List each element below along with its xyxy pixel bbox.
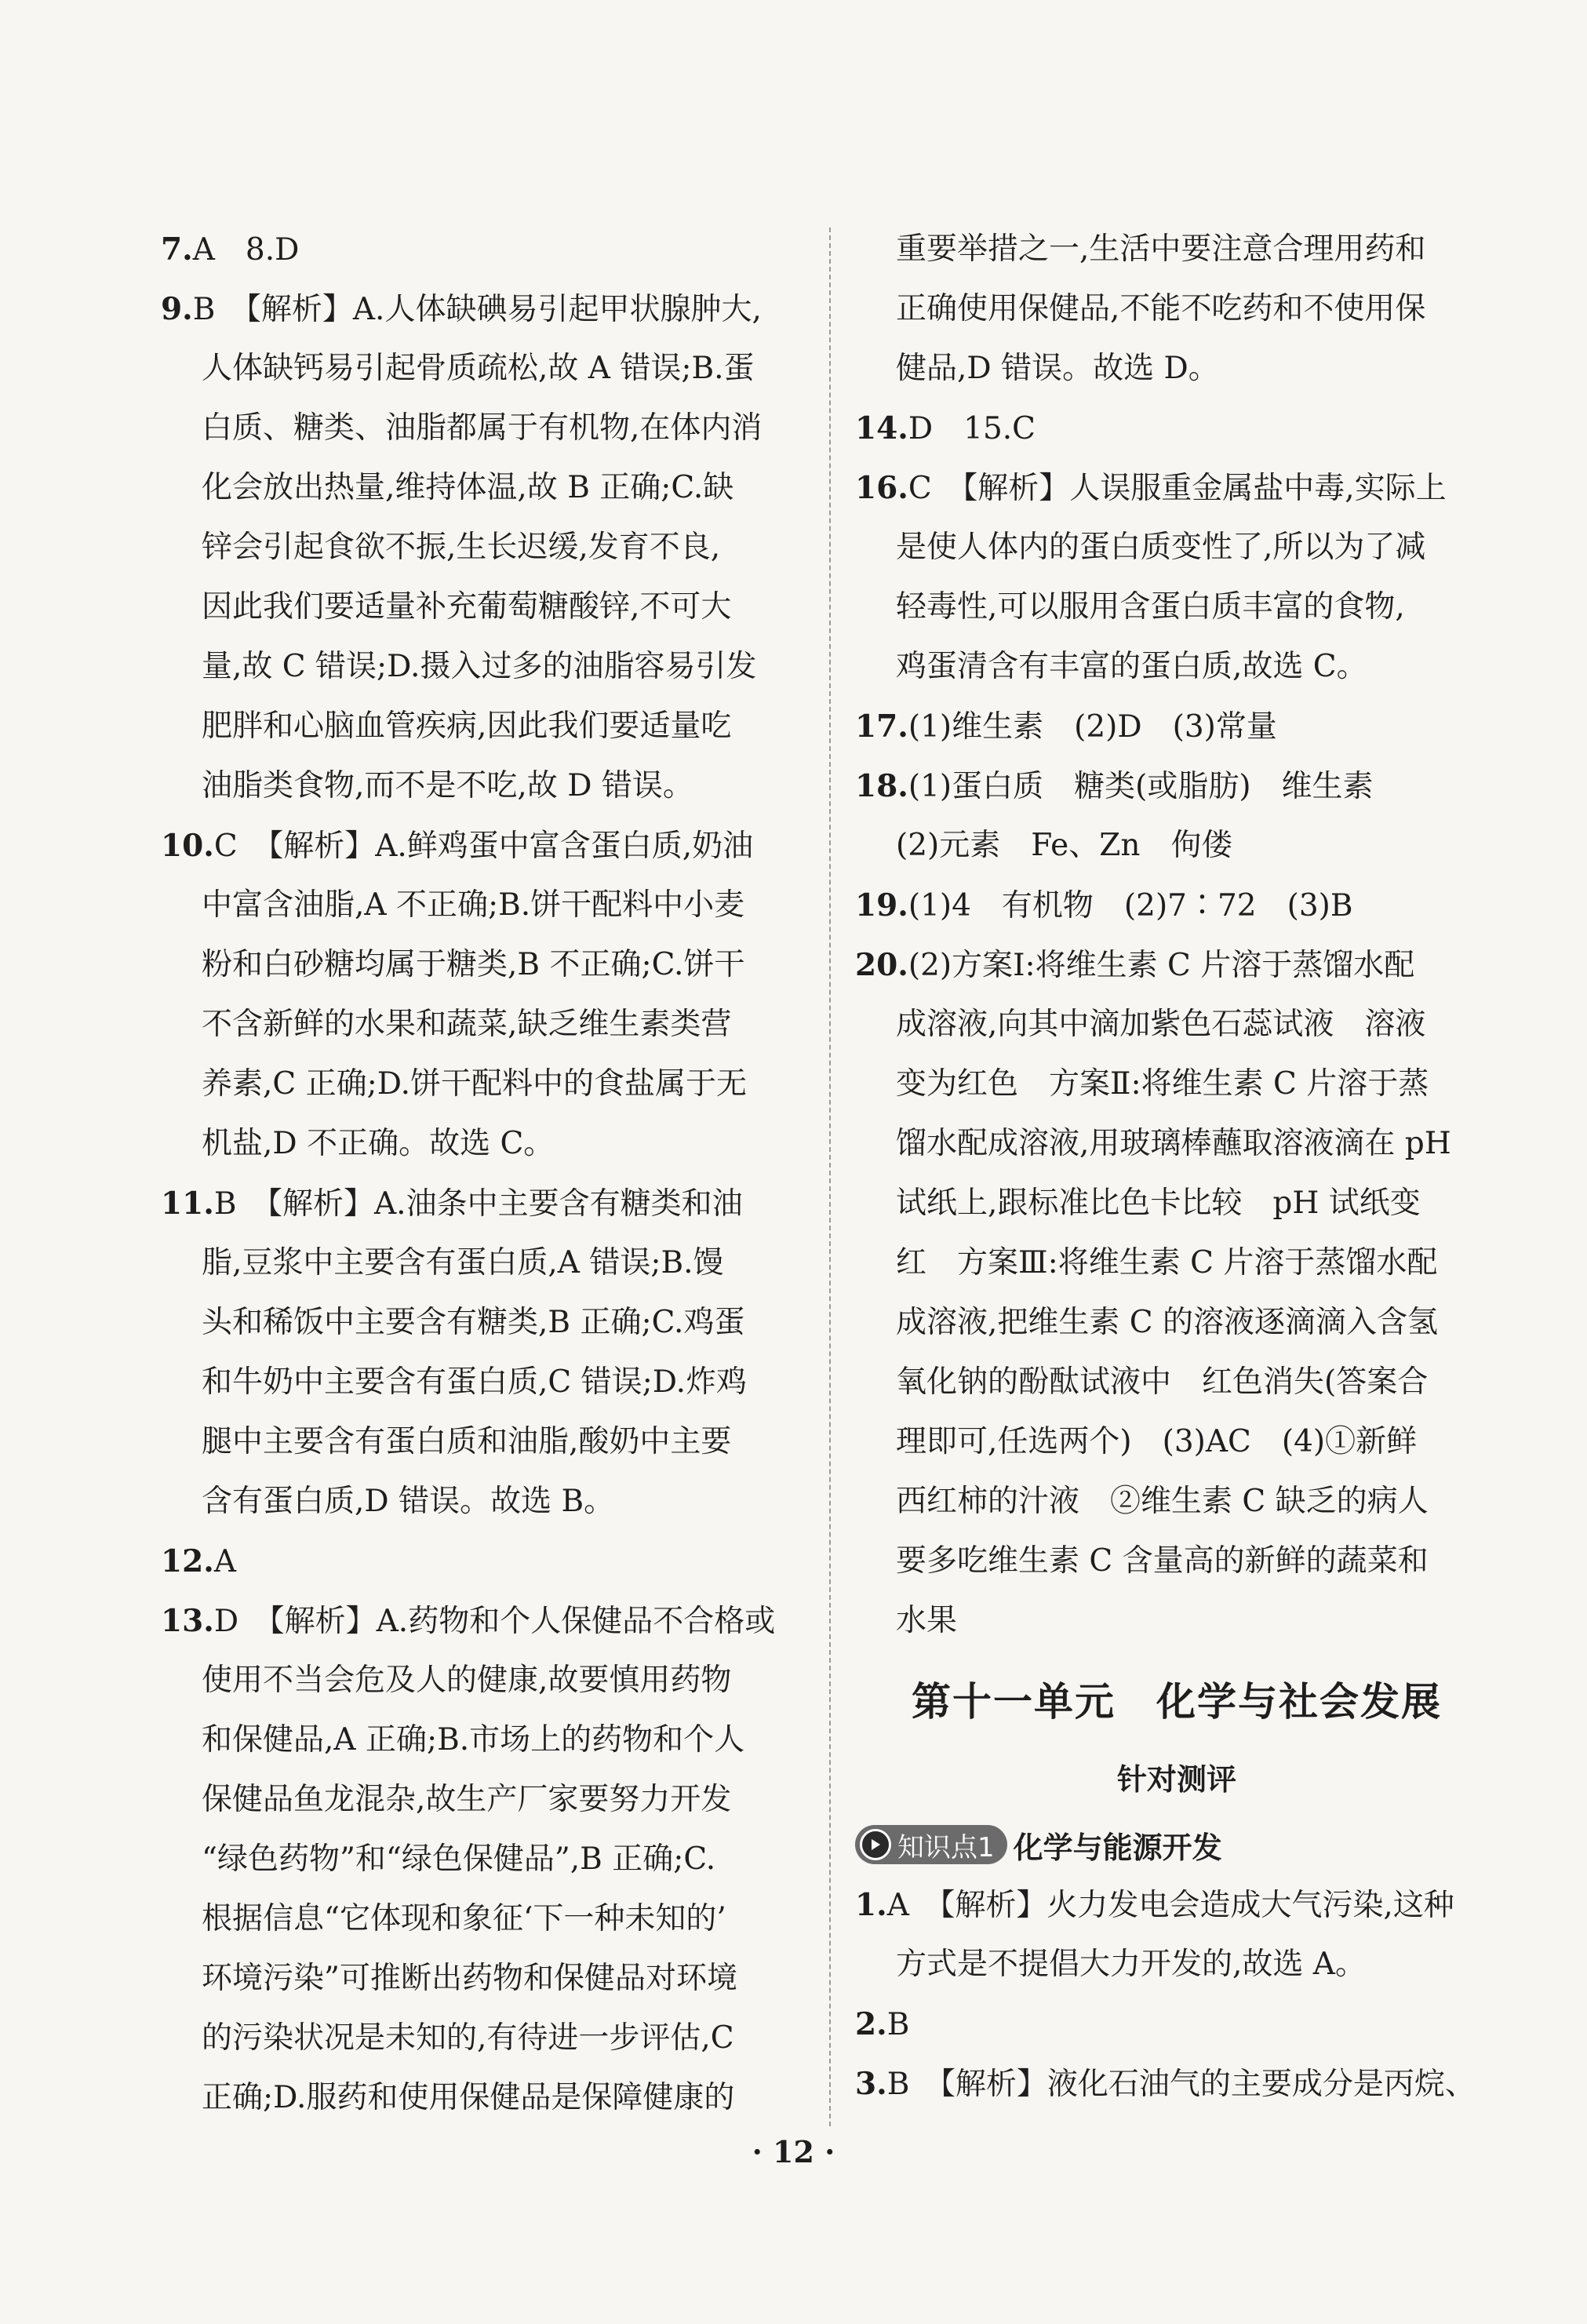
answer-line — [161, 2009, 808, 2068]
knowledge-point-label: 知识点1 — [897, 1831, 995, 1863]
answer-text: (1)维生素 (2)D (3)常量 — [908, 709, 1277, 745]
answer-text: 氧化钠的酚酞试液中 红色消失(答案合 — [896, 1364, 1429, 1400]
answer-text: 含有蛋白质,D 错误。故选 B。 — [202, 1484, 615, 1519]
answer-line — [855, 220, 1498, 279]
question-number: 12. — [161, 1543, 214, 1579]
answer-line — [161, 756, 808, 816]
answer-text: 粉和白砂糖均属于糖类,B 不正确;C.饼干 — [202, 947, 745, 982]
answer-text: 环境污染”可推断出药物和保健品对环境 — [202, 1961, 737, 1996]
answer-text: 头和稀饭中主要含有糖类,B 正确;C.鸡蛋 — [202, 1305, 745, 1340]
answer-text: 鸡蛋清含有丰富的蛋白质,故选 C。 — [896, 649, 1367, 684]
right-column-answers — [855, 220, 1498, 1651]
answer-text: 根据信息“它体现和象征‘下一种未知的’ — [202, 1901, 726, 1936]
answer-line — [161, 697, 808, 756]
answer-text: 西红柿的汁液 ②维生素 C 缺乏的病人 — [896, 1484, 1429, 1519]
answer-text: 中富含油脂,A 不正确;B.饼干配料中小麦 — [202, 887, 745, 923]
answer-text: B 【解析】A.人体缺碘易引起甲状腺肿大, — [192, 292, 762, 327]
answer-line — [855, 1174, 1498, 1233]
answer-line — [161, 1353, 808, 1412]
question-number: 19. — [855, 887, 908, 923]
answer-text: A — [213, 1544, 237, 1579]
answer-text: “绿色药物”和“绿色保健品”,B 正确;C. — [202, 1841, 716, 1877]
answer-line — [855, 577, 1498, 637]
answer-text: (1)4 有机物 (2)7∶72 (3)B — [908, 888, 1353, 923]
answer-text: C 【解析】A.鲜鸡蛋中富含蛋白质,奶油 — [213, 829, 754, 864]
answer-text: 因此我们要适量补充葡萄糖酸锌,不可大 — [202, 589, 732, 625]
answer-text: (1)蛋白质 糖类(或脂肪) 维生素 — [908, 769, 1374, 804]
play-icon — [860, 1829, 891, 1860]
question-number: 13. — [161, 1603, 214, 1639]
answer-line — [855, 1114, 1498, 1174]
answer-text: 锌会引起食欲不振,生长迟缓,发育不良, — [202, 530, 721, 565]
column-divider — [829, 228, 831, 2126]
answer-text: 理即可,任选两个) (3)AC (4)①新鲜 — [896, 1424, 1418, 1459]
answer-line — [855, 1532, 1498, 1591]
answer-text: 腿中主要含有蛋白质和油脂,酸奶中主要 — [202, 1424, 732, 1459]
right-column — [855, 220, 1498, 2114]
answer-item — [855, 399, 1498, 458]
answer-line — [161, 637, 808, 697]
page-number: · 12 · — [752, 2134, 835, 2169]
answer-item — [161, 1532, 808, 1591]
answer-line — [855, 1055, 1498, 1114]
answer-text: 白质、糖类、油脂都属于有机物,在体内消 — [202, 410, 763, 446]
answer-text: B 【解析】液化石油气的主要成分是丙烷、 — [886, 2067, 1476, 2102]
answer-text: 不含新鲜的水果和蔬菜,缺乏维生素类营 — [202, 1007, 732, 1042]
answer-item — [161, 279, 808, 339]
answer-line — [161, 1472, 808, 1532]
answer-line — [161, 935, 808, 995]
answer-text: 成溶液,向其中滴加紫色石蕊试液 溶液 — [896, 1007, 1426, 1042]
answer-line — [855, 816, 1498, 876]
answer-line — [855, 1935, 1498, 1994]
section-title: 针对测评 — [1116, 1762, 1236, 1797]
answer-text: 要多吃维生素 C 含量高的新鲜的蔬菜和 — [896, 1543, 1429, 1579]
answer-item — [161, 1174, 808, 1233]
answer-line — [855, 1591, 1498, 1651]
answer-text: C 【解析】人误服重金属盐中毒,实际上 — [908, 471, 1447, 506]
answer-text: D 15.C — [908, 411, 1036, 446]
question-number: 17. — [855, 708, 908, 745]
answer-line — [855, 995, 1498, 1055]
answer-line — [161, 458, 808, 518]
answer-text: 化会放出热量,维持体温,故 B 正确;C.缺 — [202, 470, 734, 505]
answer-line — [161, 339, 808, 399]
answer-text: 人体缺钙易引起骨质疏松,故 A 错误;B.蛋 — [202, 351, 755, 386]
question-number: 11. — [161, 1186, 214, 1222]
answer-item — [855, 935, 1498, 995]
question-number: 3. — [855, 2066, 887, 2102]
answer-line — [161, 399, 808, 458]
answer-item — [855, 2054, 1498, 2114]
answer-text: 脂,豆浆中主要含有蛋白质,A 错误;B.馒 — [202, 1245, 724, 1280]
answer-item — [161, 1591, 808, 1651]
answer-line — [161, 876, 808, 935]
answer-item — [855, 697, 1498, 756]
left-column — [161, 220, 808, 2128]
answer-text: 保健品鱼龙混杂,故生产厂家要努力开发 — [202, 1782, 732, 1817]
answer-line — [161, 1651, 808, 1710]
answer-text: D 【解析】A.药物和个人保健品不合格或 — [213, 1604, 776, 1639]
question-number: 9. — [161, 291, 193, 327]
answer-text: B — [886, 2007, 910, 2042]
answer-line — [855, 1353, 1498, 1412]
answer-line — [161, 1889, 808, 1949]
right-column-answers-2 — [855, 1875, 1498, 2114]
answer-text: (2)方案Ⅰ:将维生素 C 片溶于蒸馏水配 — [908, 948, 1415, 983]
answer-text: 使用不当会危及人的健康,故要慎用药物 — [202, 1663, 732, 1698]
answer-line — [161, 2068, 808, 2128]
answer-line — [855, 1472, 1498, 1532]
answer-text: (2)元素 Fe、Zn 佝偻 — [896, 828, 1232, 863]
answer-item — [161, 220, 808, 279]
answer-item — [855, 876, 1498, 935]
answer-line — [161, 1233, 808, 1293]
answer-text: 方式是不提倡大力开发的,故选 A。 — [896, 1947, 1366, 1982]
answer-text: 机盐,D 不正确。故选 C。 — [202, 1126, 555, 1161]
answer-line — [855, 518, 1498, 577]
knowledge-point-header — [855, 1814, 1498, 1875]
answer-line — [855, 339, 1498, 399]
answer-item — [855, 1875, 1498, 1935]
answer-text: A 8.D — [192, 232, 300, 268]
question-number: 18. — [855, 768, 908, 804]
knowledge-point-badge — [855, 1825, 1007, 1864]
answer-line — [161, 1114, 808, 1174]
answer-line — [855, 1233, 1498, 1293]
question-number: 16. — [855, 470, 908, 506]
answer-line — [161, 1055, 808, 1114]
answer-item — [855, 756, 1498, 816]
answer-line — [161, 1770, 808, 1830]
answer-text: 肥胖和心脑血管疾病,因此我们要适量吃 — [202, 708, 732, 744]
answer-text: 变为红色 方案Ⅱ:将维生素 C 片溶于蒸 — [896, 1066, 1429, 1102]
answer-text: A 【解析】火力发电会造成大气污染,这种 — [886, 1888, 1454, 1923]
answer-line — [161, 995, 808, 1055]
answer-line — [161, 518, 808, 577]
answer-item — [161, 816, 808, 876]
answer-line — [161, 1710, 808, 1770]
answer-text: 红 方案Ⅲ:将维生素 C 片溶于蒸馏水配 — [896, 1245, 1438, 1280]
answer-text: 和保健品,A 正确;B.市场上的药物和个人 — [202, 1722, 745, 1758]
answer-line — [855, 1293, 1498, 1353]
question-number: 10. — [161, 828, 214, 864]
answer-text: 轻毒性,可以服用含蛋白质丰富的食物, — [896, 589, 1405, 625]
question-number: 2. — [855, 2006, 887, 2042]
answer-text: 量,故 C 错误;D.摄入过多的油脂容易引发 — [202, 649, 757, 684]
question-number: 20. — [855, 947, 908, 983]
knowledge-point-title: 化学与能源开发 — [1013, 1830, 1222, 1865]
answer-text: 油脂类食物,而不是不吃,故 D 错误。 — [202, 768, 693, 803]
answer-line — [161, 1830, 808, 1889]
answer-text: 重要举措之一,生活中要注意合理用药和 — [896, 231, 1426, 267]
answer-text: 养素,C 正确;D.饼干配料中的食盐属于无 — [202, 1066, 748, 1102]
answer-text: 是使人体内的蛋白质变性了,所以为了减 — [896, 530, 1426, 565]
answer-item — [855, 458, 1498, 518]
answer-line — [855, 1412, 1498, 1472]
answer-text: B 【解析】A.油条中主要含有糖类和油 — [213, 1186, 743, 1222]
answer-line — [855, 637, 1498, 697]
unit-title: 第十一单元 化学与社会发展 — [912, 1678, 1442, 1725]
answer-line — [161, 577, 808, 637]
answer-line — [161, 1412, 808, 1472]
answer-text: 成溶液,把维生素 C 的溶液逐滴滴入含氢 — [896, 1305, 1439, 1340]
answer-text: 的污染状况是未知的,有待进一步评估,C — [202, 2020, 734, 2056]
answer-item — [855, 1994, 1498, 2054]
question-number: 1. — [855, 1887, 887, 1923]
answer-line — [161, 1949, 808, 2009]
question-number: 7. — [161, 231, 193, 268]
answer-line — [161, 1293, 808, 1353]
question-number: 14. — [855, 410, 908, 446]
answer-text: 健品,D 错误。故选 D。 — [896, 351, 1219, 386]
answer-text: 和牛奶中主要含有蛋白质,C 错误;D.炸鸡 — [202, 1364, 748, 1400]
answer-text: 正确使用保健品,不能不吃药和不使用保 — [896, 291, 1426, 326]
answer-text: 正确;D.服药和使用保健品是保障健康的 — [202, 2080, 735, 2115]
answer-text: 馏水配成溶液,用玻璃棒蘸取溶液滴在 pH — [896, 1126, 1451, 1161]
answer-text: 水果 — [896, 1603, 958, 1638]
answer-text: 试纸上,跟标准比色卡比较 pH 试纸变 — [896, 1186, 1421, 1221]
answer-line — [855, 279, 1498, 339]
